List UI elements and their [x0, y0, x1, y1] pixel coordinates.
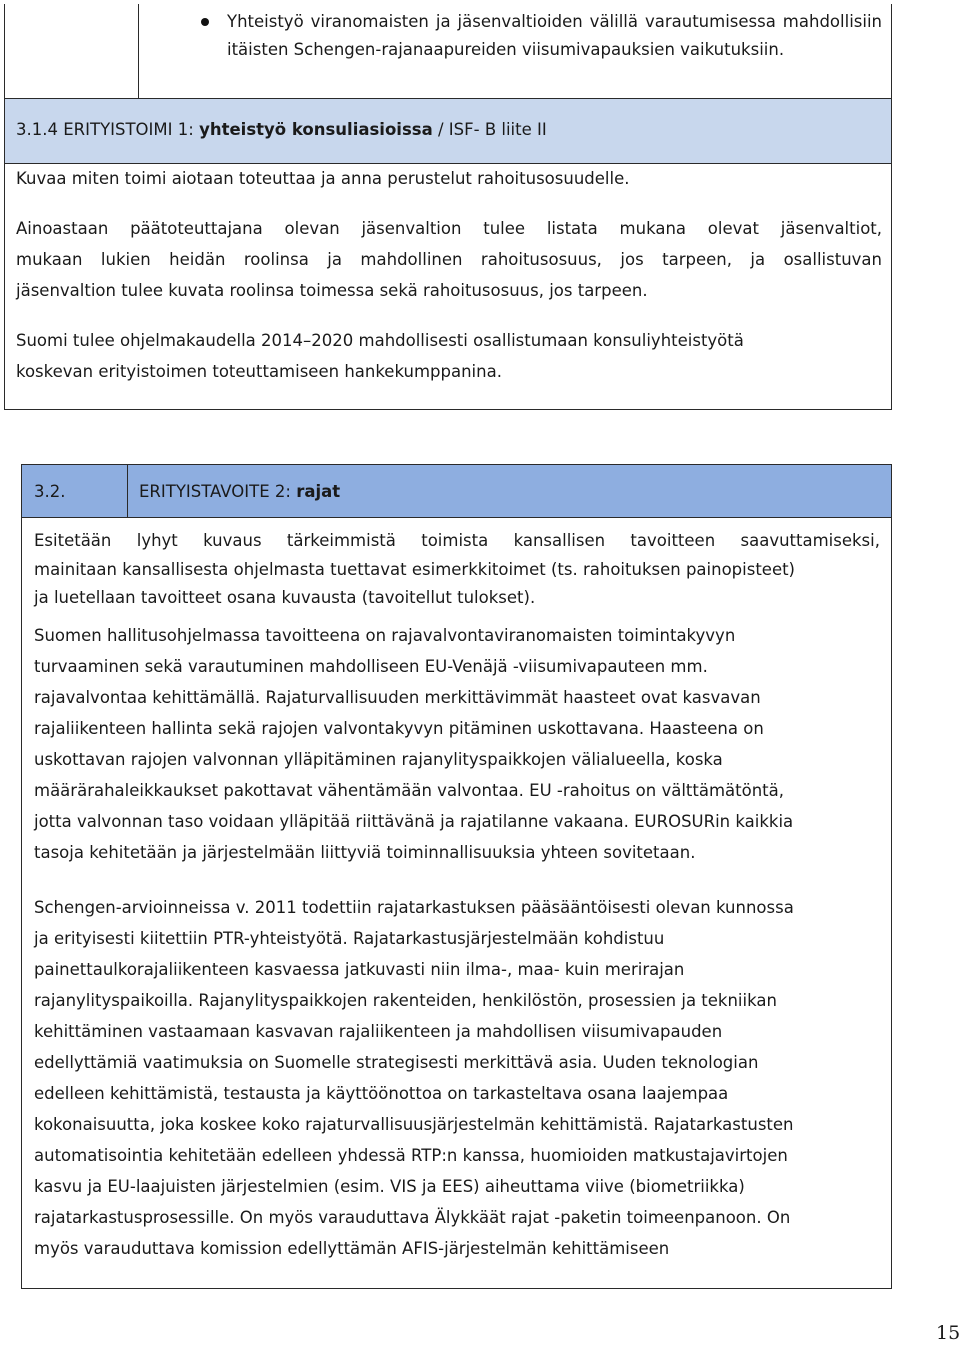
text-line: tasoja kehitetään ja järjestelmään liittyviä toiminnallisuuksia yhteen sovitetaan. — [34, 843, 696, 862]
bullet-row — [5, 4, 891, 98]
specific-action-title: 3.1.4 ERITYISTOIMI 1: yhteistyö konsuliasioissa / ISF- B liite II — [16, 120, 547, 139]
text-line: edelleen kehittämistä, testausta ja käyttöönottoa on tarkasteltava osana laajempaa — [34, 1084, 729, 1103]
text-line: Suomi tulee ohjelmakaudella 2014–2020 mahdollisesti osallistumaan konsuliyhteistyötä — [16, 331, 744, 350]
specific-action-header — [5, 98, 891, 164]
text-line: myös varauduttava komission edellyttämän AFIS-järjestelmän kehittämiseen — [34, 1239, 670, 1258]
text-line: ja luetellaan tavoitteet osana kuvausta (tavoitellut tulokset). — [34, 588, 536, 607]
text-line: automatisointia kehitetään edelleen yhdessä RTP:n kanssa, huomioiden matkustajavirtojen — [34, 1146, 788, 1165]
instruction-paragraph — [34, 527, 880, 613]
text-line: Suomen hallitusohjelmassa tavoitteena on rajavalvontaviranomaisten toimintakyvyn — [34, 626, 736, 645]
text-line: ja erityisesti kiitettiin PTR-yhteistyötä. Rajatarkastusjärjestelmään kohdistuu — [34, 929, 665, 948]
text-line: Ainoastaan päätoteuttajana olevan jäsenvaltion tulee listata mukana olevat jäsenvaltiot, — [16, 219, 882, 238]
text-line: rajatarkastusprosessille. On myös varauduttava Älykkäät rajat -paketin toimeenpanoon. On — [34, 1208, 791, 1227]
empty-left-cell — [5, 4, 139, 98]
text-line: mainitaan kansallisesta ohjelmasta tuettavat esimerkkitoimet (ts. rahoituksen painopisteet) — [34, 559, 795, 579]
text-line: rajanylityspaikoilla. Rajanylityspaikkojen rakenteiden, henkilöstön, prosessien ja tekniikan — [34, 991, 777, 1010]
text-line: kasvu ja EU-laajuisten järjestelmien (esim. VIS ja EES) aiheuttama viive (biometriikka) — [34, 1177, 745, 1196]
schengen-evaluation-paragraph — [34, 892, 880, 1264]
text-line: Schengen-arvioinneissa v. 2011 todettiin rajatarkastuksen pääsääntöisesti olevan kunnossa — [34, 898, 794, 917]
text-line: määrärahaleikkaukset pakottavat vähentämään valvontaa. EU -rahoitus on välttämätöntä, — [34, 781, 784, 800]
text-line: koskevan erityistoimen toteuttamiseen hankekumppanina. — [16, 362, 502, 381]
objective-header — [22, 465, 891, 518]
instruction-paragraph — [16, 213, 882, 306]
bullet-icon — [201, 18, 209, 26]
text-line: edellyttämiä vaatimuksia on Suomelle strategisesti merkittävä asia. Uuden teknologian — [34, 1053, 759, 1072]
text-line: turvaaminen sekä varautuminen mahdolliseen EU-Venäjä -viisumivapauteen mm. — [34, 657, 708, 676]
text-line: rajaliikenteen hallinta sekä rajojen valvontakyvyn pitäminen uskottavana. Haasteena on — [34, 719, 764, 738]
text-line: kehittäminen vastaamaan kasvavan rajaliikenteen ja mahdollisen viisumivapauden — [34, 1022, 723, 1041]
text-line: Esitetään lyhyt kuvaus tärkeimmistä toimista kansallisen tavoitteen saavuttamiseksi, — [34, 531, 880, 550]
instruction-text: Kuvaa miten toimi aiotaan toteuttaa ja anna perustelut rahoitusosuudelle. — [16, 169, 630, 188]
objective-1-table — [4, 4, 892, 410]
text-line: kokonaisuutta, joka koskee koko rajaturvallisuusjärjestelmän kehittämistä. Rajatarkastusten — [34, 1115, 794, 1134]
government-programme-paragraph — [34, 620, 880, 868]
page-number: 15 — [936, 1322, 960, 1344]
bullet-text: Yhteistyö viranomaisten ja jäsenvaltioiden välillä varautumisessa mahdollisiin itäisten Schengen-rajanaapureiden viisumivapauksien vaikutuksiin. — [227, 12, 882, 59]
objective-number: 3.2. — [34, 482, 66, 501]
objective-2-table — [21, 464, 892, 1289]
finland-paragraph — [16, 325, 882, 387]
objective-number-cell — [22, 465, 128, 517]
objective-title: ERITYISTAVOITE 2: rajat — [139, 482, 341, 501]
text-line: mukaan lukien heidän roolinsa ja mahdollinen rahoitusosuus, jos tarpeen, ja osallistuvan — [16, 250, 882, 269]
text-line: jotta valvonnan taso voidaan ylläpitää riittävänä ja rajatilanne vakaana. EUROSURin kaikkia — [34, 812, 794, 831]
text-line: jäsenvaltion tulee kuvata roolinsa toimessa sekä rahoitusosuus, jos tarpeen. — [16, 281, 648, 300]
text-line: rajavalvontaa kehittämällä. Rajaturvallisuuden merkittävimmät haasteet ovat kasvavan — [34, 688, 761, 707]
text-line: painettaulkorajaliikenteen kasvaessa jatkuvasti niin ilma-, maa- kuin merirajan — [34, 960, 685, 979]
text-line: uskottavan rajojen valvonnan ylläpitäminen rajanylityspaikkojen välialueella, koska — [34, 750, 723, 769]
